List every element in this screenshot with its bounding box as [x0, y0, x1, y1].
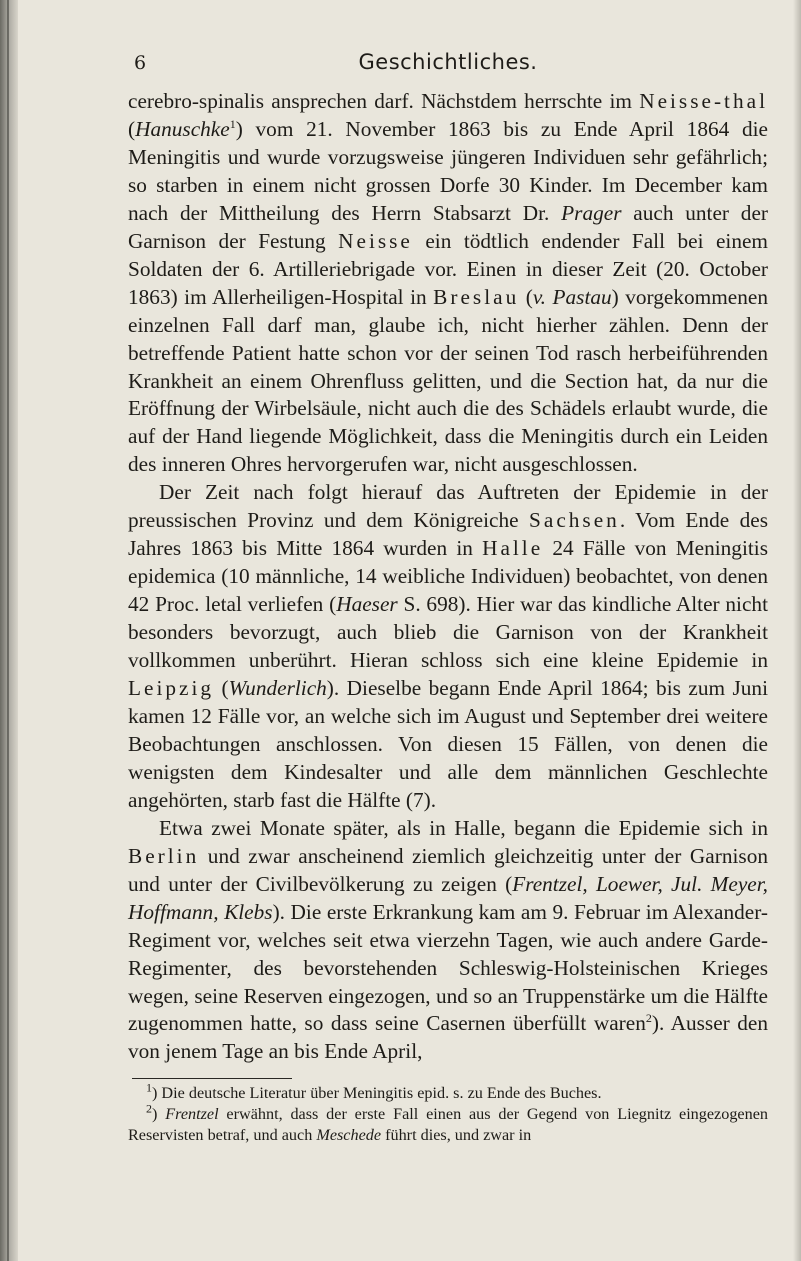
paragraph [128, 815, 768, 1067]
italic-name: Frentzel, Loewer, Jul. Meyer, Hoffmann, Klebs [128, 871, 768, 924]
footnote [128, 1101, 768, 1146]
spaced-name: Halle [482, 536, 544, 561]
italic-name: Meschede [316, 1126, 382, 1145]
paragraph [128, 88, 768, 479]
text-run: erwähnt, dass der erste Fall einen aus der Gegend von Liegnitz eingezogenen Reservisten betraf, und auch [128, 1105, 768, 1145]
text-run: ( [519, 284, 533, 309]
binding-gutter [0, 0, 18, 1261]
book-page [128, 48, 768, 1146]
footnote-marker: 2 [146, 1101, 152, 1116]
text-run: cerebro-spinalis ansprechen darf. Nächstdem herrschte im [128, 89, 640, 113]
text-run: ). Ausser den von jenem Tage an bis Ende April, [128, 1011, 768, 1064]
text-run: 24 Fälle von Meningitis epidemica (10 männliche, 14 weibliche Individuen) beobachtet, von denen 42 Proc. letal verliefen ( [128, 536, 768, 617]
italic-name: v. Pastau [532, 284, 612, 309]
text-run: ein tödtlich endender Fall bei einem Soldaten der 6. Artilleriebrigade vor. Einen in dieser Zeit (20. October 1863) im Allerheiligen-Hospital in [128, 228, 768, 309]
text-run: ( [128, 116, 136, 141]
text-run: S. 698). Hier war das kindliche Alter nicht besonders bevorzugt, auch blieb die Garnison von der Krankheit vollkommen unberührt. Hieran schloss sich eine kleine Epidemie in [128, 592, 768, 673]
footnote [128, 1080, 768, 1104]
page-header [128, 48, 768, 88]
page-right-edge [793, 0, 801, 1261]
footnote-divider [132, 1078, 292, 1079]
footnote-marker: 1 [229, 116, 236, 131]
spaced-name: Neisse-thal [639, 89, 768, 113]
spaced-name: Breslau [433, 284, 520, 309]
body-text [128, 88, 768, 1066]
running-title: Geschichtliches. [358, 50, 538, 74]
text-run: ) [152, 1105, 166, 1124]
italic-name: Hanuschke [135, 116, 230, 141]
spaced-name: Sachsen [529, 508, 620, 533]
text-run: Der Zeit nach folgt hierauf das Auftreten der Epidemie in der preussischen Provinz und dem Königreiche [128, 480, 768, 533]
text-run: auch unter der Garnison der Festung [128, 200, 768, 253]
text-run: ). Dieselbe begann Ende April 1864; bis zum Juni kamen 12 Fälle vor, an welche sich im August und September drei weitere Beobachtungen anschlossen. Von diesen 15 Fällen, von denen die wenigsten dem Kindesalter und alle dem männlichen Geschlechte angehörten, starb fast die Hälfte (7). [128, 676, 768, 812]
italic-name: Frentzel [165, 1105, 219, 1124]
binding-edge-line [7, 0, 9, 1261]
text-run: . Vom Ende des Jahres 1863 bis Mitte 1864 wurden in [128, 508, 768, 561]
paragraph [128, 479, 768, 814]
spaced-name: Berlin [128, 843, 200, 868]
footnotes [128, 1080, 768, 1146]
text-run: führt dies, und zwar in [381, 1126, 532, 1145]
italic-name: Wunderlich [228, 676, 327, 701]
text-run: ) vorgekommenen einzelnen Fall darf man, glaube ich, nicht hierher zählen. Denn der betreffende Patient hatte schon vor der seinen Tod rasch herbeiführenden Krankheit an einem Ohrenfluss gelitten, und die Section hat, da nur die Eröffnung der Wirbelsäule, nicht auch die des Schädels erlaubt wurde, die auf der Hand liegende Möglichkeit, dass die Meningitis durch ein Leiden des inneren Ohres hervorgerufen war, nicht ausgeschlossen. [128, 284, 768, 477]
text-run: und zwar anscheinend ziemlich gleichzeitig unter der Garnison und unter der Civilbevölkerung zu zeigen ( [128, 843, 768, 896]
text-run: ) vom 21. November 1863 bis zu Ende April 1864 die Meningitis und wurde vorzugsweise jüngeren Individuen sehr gefährlich; so starben in einem nicht grossen Dorfe 30 Kinder. Im December kam nach der Mittheilung des Herrn Stabsarzt Dr. [128, 116, 768, 225]
text-run: Etwa zwei Monate später, als in Halle, begann die Epidemie sich in [159, 815, 768, 840]
text-run: ). Die erste Erkrankung kam am 9. Februar im Alexander-Regiment vor, welches seit etwa vierzehn Tagen, wie auch andere Garde-Regimenter, des bevorstehenden Schleswig-Holsteinischen Krieges wegen, seine Reserven eingezogen, und so an Truppenstärke um die Hälfte zugenommen hatte, so dass seine Casernen überfüllt waren [128, 899, 768, 1036]
text-run: ) Die deutsche Literatur über Meningitis epid. s. zu Ende des Buches. [152, 1084, 602, 1103]
italic-name: Haeser [336, 592, 398, 617]
spaced-name: Neisse [338, 228, 413, 253]
italic-name: Prager [561, 200, 622, 225]
page-number: 6 [134, 52, 147, 74]
spaced-name: Leipzig [128, 676, 215, 701]
footnote-marker: 1 [146, 1080, 152, 1095]
text-run: ( [214, 676, 229, 701]
footnote-marker: 2 [645, 1011, 652, 1026]
